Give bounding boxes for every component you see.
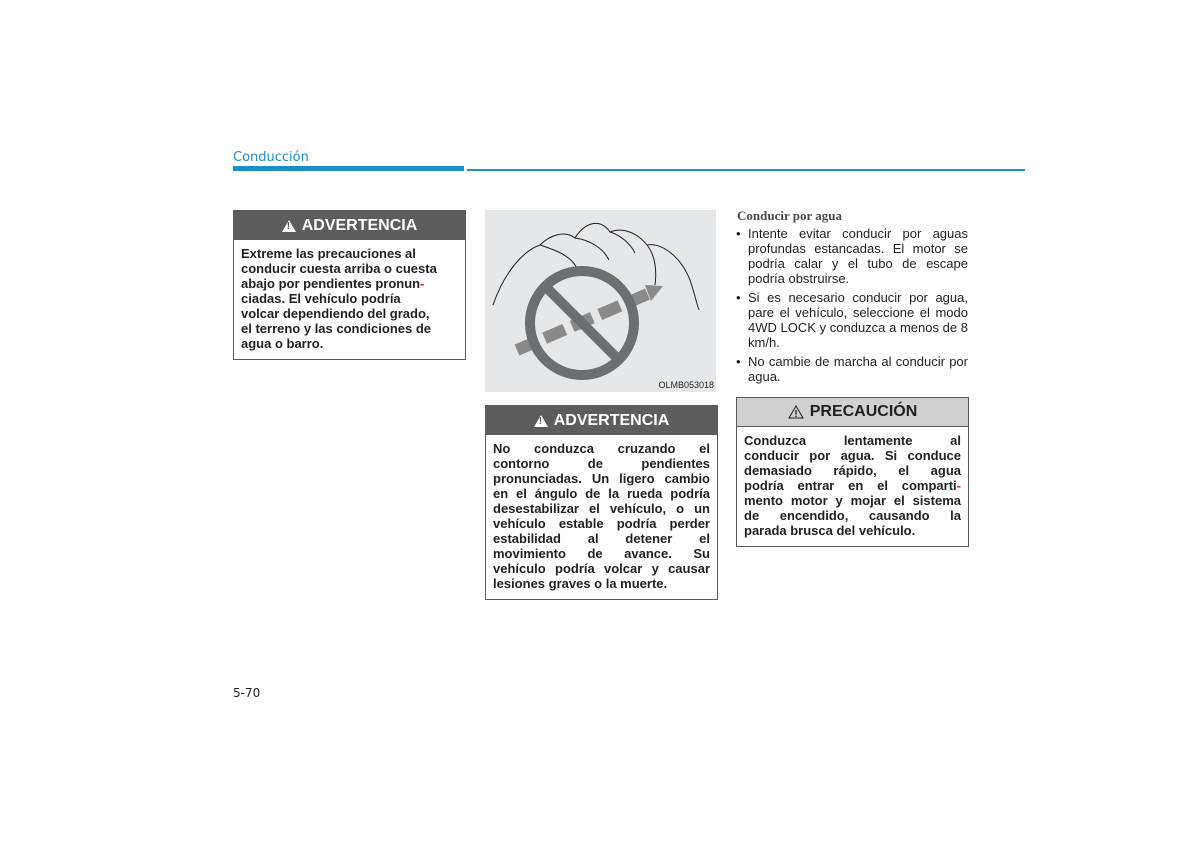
caution-line: parada brusca del vehículo. [744,523,916,538]
section-title: Conducción [233,150,309,165]
caution-box [736,397,969,547]
warning-line: conducir cuesta arriba o cuesta [241,261,437,276]
caution-title: PRECAUCIÓN [809,403,918,420]
warning-text [486,435,717,599]
warning-header [486,406,717,435]
caution-line: de encendido, causando la [744,508,961,523]
warning-line: el terreno y las condiciones de [241,321,432,336]
warning-line: No conduzca cruzando el [493,441,710,456]
slope-prohibition-icon [485,210,716,392]
caution-triangle-icon [788,405,804,419]
list-item: • No cambie de marcha al conducir por agua. [735,354,968,384]
warning-triangle-icon: ! [534,415,548,427]
water-bullet-list [735,226,968,388]
list-item: • Intente evitar conducir por aguas profundas estancadas. El motor se podría calar y el tubo de escape podría obstruirse. [735,226,968,286]
warning-line: en el ángulo de la rueda podría [493,486,710,501]
warning-line: movimiento de avance. Su [493,546,710,561]
warning-line: ciadas. El vehículo podría [241,291,401,306]
caution-line: demasiado rápido, el agua [744,463,961,478]
page-number: 5-70 [233,686,261,700]
warning-title: ADVERTENCIA [301,216,418,234]
caution-line: mento motor y mojar el sistema [744,493,961,508]
caution-text [737,427,968,546]
header-bar-thick [233,166,464,171]
warning-line: desestabilizar el vehículo, o un [493,501,710,516]
caution-header [737,398,968,427]
hyphen-mark: - [420,276,425,291]
caution-line: conducir por agua. Si conduce [744,448,961,463]
warning-line: abajo por pendientes pronun- [241,276,425,291]
hyphen-mark: - [956,478,961,493]
warning-line: agua o barro. [241,336,324,351]
warning-text [234,240,465,359]
warning-line: contorno de pendientes [493,456,710,471]
figure-code: OLMB053018 [658,380,714,390]
warning-line: Extreme las precauciones al [241,246,416,261]
warning-line: pronunciadas. Un ligero cambio [493,471,710,486]
caution-line: podría entrar en el comparti- [744,478,961,493]
caution-line: Conduzca lentamente al [744,433,961,448]
warning-line: volcar dependiendo del grado, [241,306,430,321]
warning-box-left [233,210,466,360]
water-subheading: Conducir por agua [737,208,842,223]
warning-box-middle [485,405,718,600]
warning-line: estabilidad al detener el [493,531,710,546]
warning-header [234,211,465,240]
warning-title: ADVERTENCIA [553,411,670,429]
warning-line: vehículo estable podría perder [493,516,710,531]
list-item: • Si es necesario conducir por agua, pare el vehículo, seleccione el modo 4WD LOCK y conduzca a menos de 8 km/h. [735,290,968,350]
warning-triangle-icon: ! [282,220,296,232]
no-slope-illustration [485,210,716,392]
warning-line: vehículo podría volcar y causar [493,561,710,576]
header-bar-thin [467,169,1025,171]
warning-line: lesiones graves o la muerte. [493,576,668,591]
